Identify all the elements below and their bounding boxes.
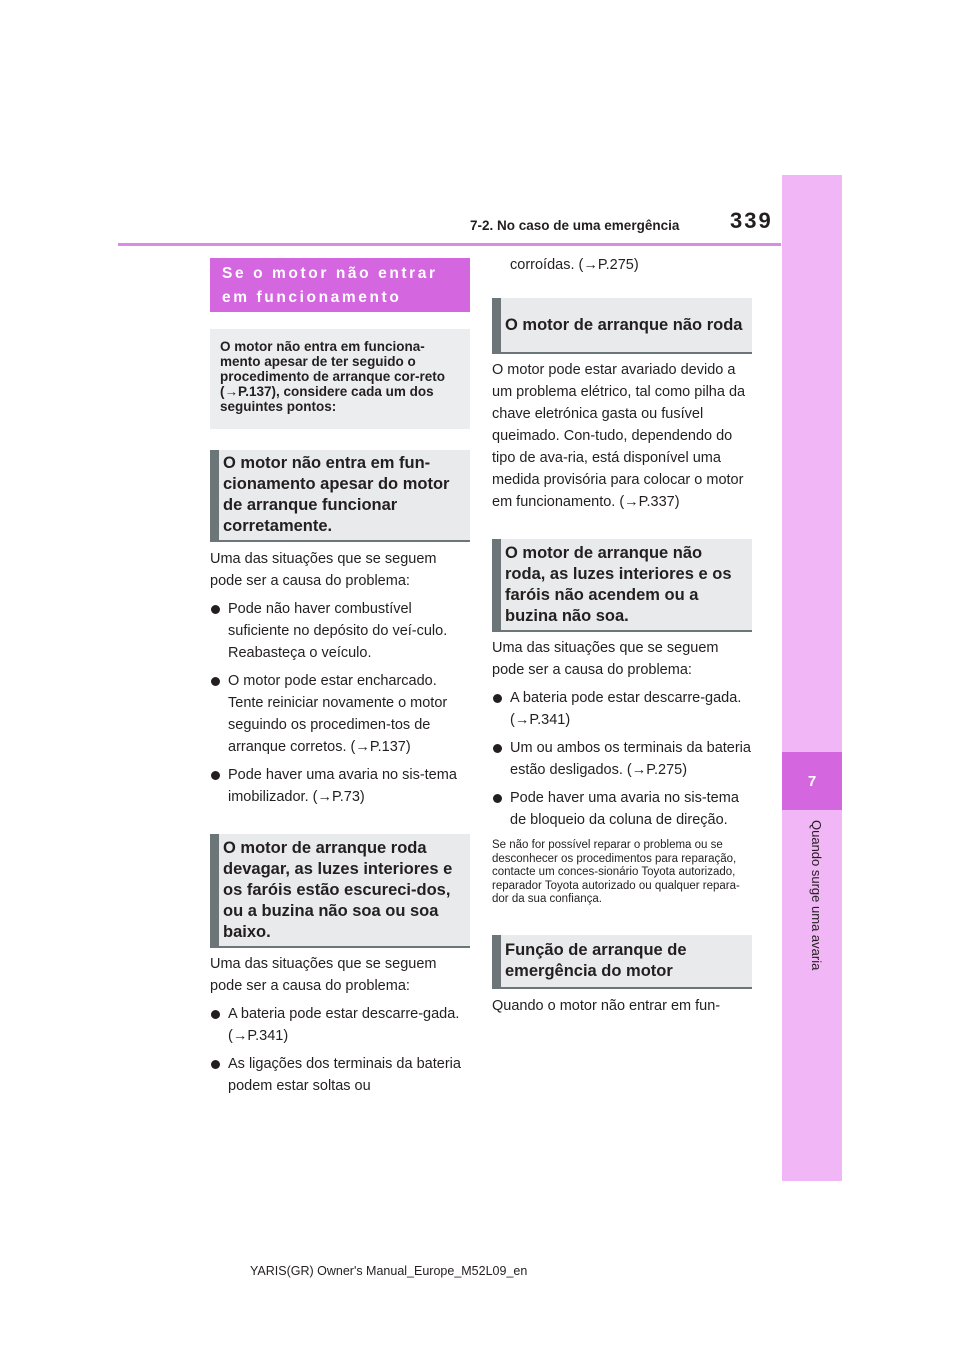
bullet-dot-icon: [493, 794, 502, 803]
paragraph-body: Quando o motor não entrar em fun-: [492, 997, 721, 1014]
list-item: Pode haver uma avaria no sis-tema de bloqueio da coluna de direção.: [492, 787, 752, 831]
list-item: Um ou ambos os terminais da bateria estão desligados. (→P.275): [492, 737, 752, 781]
subheading-text: O motor não entra em fun-cionamento apesar do motor de arranque funcionar corretamente.: [223, 454, 450, 535]
section-title: 7-2. No caso de uma emergência: [470, 218, 680, 233]
bullet-dot-icon: [211, 1060, 220, 1069]
bullet-dot-icon: [211, 605, 220, 614]
repair-note: Se não for possível reparar o problema ou se desconhecer os procedimentos para reparação, contacte um conces-sionário Toyota autorizado, reparador Toyota autorizado ou qualquer repara-dor da sua confiança.: [492, 839, 740, 905]
paragraph-intro: Uma das situações que se seguem pode ser a causa do problema:: [210, 956, 437, 994]
list-item: Pode haver uma avaria no sis-tema imobilizador. (→P.73): [210, 764, 470, 808]
right-column: [492, 254, 752, 1017]
left-column: [210, 258, 470, 1097]
subheading-starter-not-turning: [492, 298, 752, 354]
paragraph-intro: Uma das situações que se seguem pode ser a causa do problema:: [492, 640, 719, 678]
paragraph-intro: Uma das situações que se seguem pode ser a causa do problema:: [210, 551, 437, 589]
list-item: As ligações dos terminais da bateria podem estar soltas ou: [210, 1053, 470, 1097]
bullet-dot-icon: [493, 694, 502, 703]
chapter-side-tab: [782, 175, 842, 1181]
subheading-text: O motor de arranque não roda: [505, 315, 743, 334]
subheading-text: O motor de arranque roda devagar, as luzes interiores e os faróis estão escureci-dos, ou a buzina não soa ou soa baixo.: [223, 838, 453, 941]
paragraph-body: O motor pode estar avariado devido a um problema elétrico, tal como pilha da chave eletrónica gasta ou fusível queimado. Con-tudo, dependendo do tipo de ava-ria, está disponível uma medida provisória para colocar o motor em funcionamento. (→P.337): [492, 362, 746, 510]
subheading-starter-slow: [210, 834, 470, 948]
section-banner: Se o motor não entrar em funcionamento: [210, 258, 470, 312]
page-number: 339: [730, 208, 773, 233]
header-divider: [118, 243, 781, 246]
list-item: Pode não haver combustível suficiente no depósito do veí-culo. Reabasteça o veículo.: [210, 598, 470, 664]
list-item: O motor pode estar encharcado. Tente reiniciar novamente o motor seguindo os procedimen-tos de arranque corretos. (→P.137): [210, 670, 470, 758]
bullet-dot-icon: [211, 771, 220, 780]
chapter-label: Quando surge uma avaria: [809, 820, 824, 971]
subheading-emergency-start: [492, 935, 752, 989]
bullet-dot-icon: [493, 744, 502, 753]
intro-note-box: O motor não entra em funciona-mento apesar de ter seguido o procedimento de arranque cor-reto (→P.137), considere cada um dos seguintes pontos:: [210, 329, 470, 429]
subheading-text: O motor de arranque não roda, as luzes interiores e os faróis não acendem ou a buzina não soa.: [505, 543, 732, 625]
list-item: A bateria pode estar descarre-gada. (→P.341): [492, 687, 752, 731]
bullet-dot-icon: [211, 677, 220, 686]
bullet-dot-icon: [211, 1010, 220, 1019]
continued-text: corroídas. (→P.275): [510, 257, 639, 273]
list-item: A bateria pode estar descarre-gada. (→P.341): [210, 1003, 470, 1047]
subheading-no-lights: [492, 539, 752, 632]
footer-manual-id: YARIS(GR) Owner's Manual_Europe_M52L09_en: [250, 1264, 528, 1278]
subheading-text: Função de arranque de emergência do motor: [505, 940, 687, 980]
chapter-number-tab: 7: [782, 752, 842, 810]
subheading-starter-works: [210, 450, 470, 542]
